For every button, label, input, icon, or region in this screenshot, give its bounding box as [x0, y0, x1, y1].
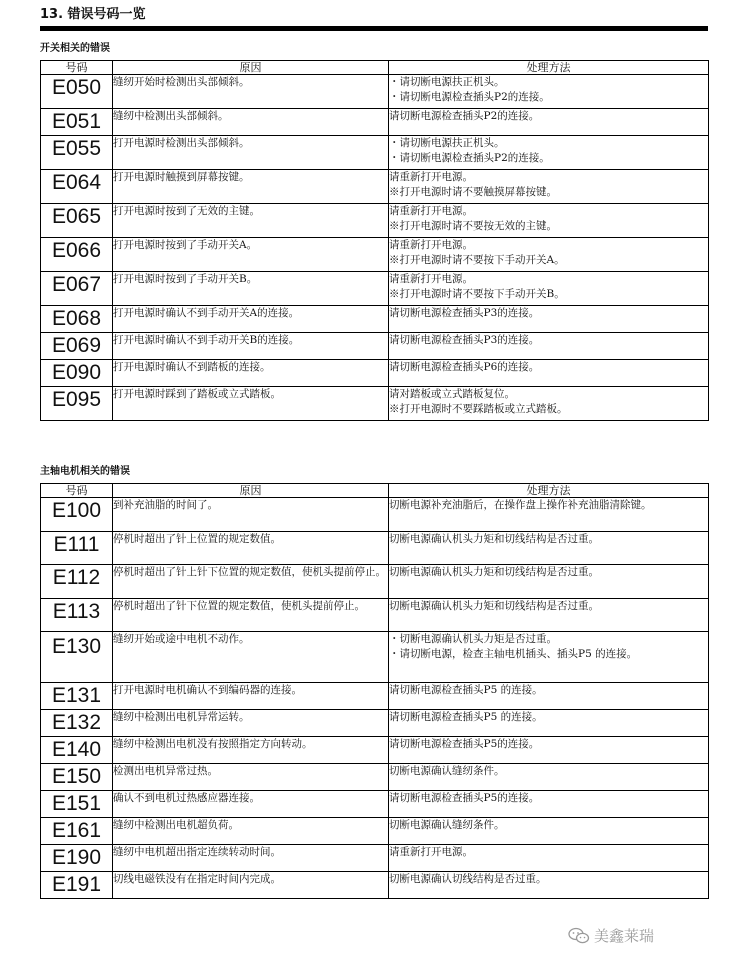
error-fix: 请重新打开电源。	[389, 845, 709, 872]
error-cause: 打开电源时确认不到踏板的连接。	[113, 360, 389, 387]
error-code: E051	[41, 109, 113, 136]
section-title-switch: 开关相关的错误	[40, 43, 110, 54]
error-cause: 缝纫中电机超出指定连续转动时间。	[113, 845, 389, 872]
table-row	[41, 683, 709, 710]
error-cause: 打开电源时电机确认不到编码器的连接。	[113, 683, 389, 710]
error-fix: 请重新打开电源。 ※打开电源时请不要按无效的主键。	[389, 204, 709, 238]
switch-error-table	[40, 60, 709, 421]
error-code: E090	[41, 360, 113, 387]
error-fix: 请切断电源检查插头P5 的连接。	[389, 683, 709, 710]
wechat-icon	[568, 927, 590, 945]
table-row	[41, 565, 709, 599]
error-fix: 请切断电源检查插头P2的连接。	[389, 109, 709, 136]
error-cause: 切线电磁铁没有在指定时间内完成。	[113, 872, 389, 899]
error-cause: 检测出电机异常过热。	[113, 764, 389, 791]
error-code: E140	[41, 737, 113, 764]
watermark	[568, 925, 654, 946]
error-fix: 切断电源确认机头力矩和切线结构是否过重。	[389, 599, 709, 632]
table-row	[41, 272, 709, 306]
error-fix: 请切断电源检查插头P5的连接。	[389, 737, 709, 764]
spindle-motor-error-table	[40, 483, 709, 899]
error-code: E050	[41, 75, 113, 109]
error-cause: 停机时超出了针上位置的规定数值。	[113, 532, 389, 565]
column-header-cause: 原因	[113, 61, 389, 75]
error-cause: 打开电源时按到了手动开关B。	[113, 272, 389, 306]
error-code: E112	[41, 565, 113, 599]
column-header-cause: 原因	[113, 484, 389, 498]
watermark-text: 美鑫莱瑞	[594, 927, 655, 945]
error-code: E131	[41, 683, 113, 710]
table-row	[41, 136, 709, 170]
error-code: E068	[41, 306, 113, 333]
table-row	[41, 360, 709, 387]
column-header-code: 号码	[41, 484, 113, 498]
error-code: E066	[41, 238, 113, 272]
error-fix: ・请切断电源扶正机头。 ・请切断电源检查插头P2的连接。	[389, 75, 709, 109]
error-fix: 请切断电源检查插头P3的连接。	[389, 333, 709, 360]
error-fix: 请切断电源检查插头P5 的连接。	[389, 710, 709, 737]
table-row	[41, 710, 709, 737]
table-row	[41, 306, 709, 333]
table-row	[41, 238, 709, 272]
error-code: E190	[41, 845, 113, 872]
error-fix: 请切断电源检查插头P6的连接。	[389, 360, 709, 387]
column-header-code: 号码	[41, 61, 113, 75]
error-cause: 打开电源时确认不到手动开关B的连接。	[113, 333, 389, 360]
table-row	[41, 599, 709, 632]
error-code: E130	[41, 632, 113, 683]
error-fix: 请重新打开电源。 ※打开电源时请不要按下手动开关A。	[389, 238, 709, 272]
table-row	[41, 737, 709, 764]
error-fix: 切断电源确认缝纫条件。	[389, 764, 709, 791]
table-header-row	[41, 61, 709, 75]
table-row	[41, 204, 709, 238]
error-cause: 缝纫开始或途中电机不动作。	[113, 632, 389, 683]
error-code: E095	[41, 387, 113, 421]
error-code: E161	[41, 818, 113, 845]
error-code: E191	[41, 872, 113, 899]
error-fix: 切断电源补充油脂后，在操作盘上操作补充油脂清除键。	[389, 498, 709, 532]
error-code: E151	[41, 791, 113, 818]
table-row	[41, 109, 709, 136]
table-row	[41, 818, 709, 845]
table-row	[41, 845, 709, 872]
error-cause: 打开电源时检测出头部倾斜。	[113, 136, 389, 170]
error-cause: 确认不到电机过热感应器连接。	[113, 791, 389, 818]
error-cause: 打开电源时按到了无效的主键。	[113, 204, 389, 238]
error-cause: 打开电源时踩到了踏板或立式踏板。	[113, 387, 389, 421]
table-row	[41, 791, 709, 818]
error-cause: 停机时超出了针上针下位置的规定数值，使机头提前停止。	[113, 565, 389, 599]
table-row	[41, 170, 709, 204]
table-row	[41, 387, 709, 421]
error-code: E069	[41, 333, 113, 360]
error-code: E111	[41, 532, 113, 565]
error-code: E150	[41, 764, 113, 791]
error-fix: 请重新打开电源。 ※打开电源时请不要触摸屏幕按键。	[389, 170, 709, 204]
column-header-fix: 处理方法	[389, 484, 709, 498]
error-cause: 缝纫中检测出电机异常运转。	[113, 710, 389, 737]
error-code: E055	[41, 136, 113, 170]
table-row	[41, 333, 709, 360]
error-cause: 打开电源时按到了手动开关A。	[113, 238, 389, 272]
error-fix: 请对踏板或立式踏板复位。 ※打开电源时不要踩踏板或立式踏板。	[389, 387, 709, 421]
error-cause: 缝纫中检测出头部倾斜。	[113, 109, 389, 136]
error-fix: 切断电源确认切线结构是否过重。	[389, 872, 709, 899]
error-fix: 请切断电源检查插头P3的连接。	[389, 306, 709, 333]
error-code: E065	[41, 204, 113, 238]
column-header-fix: 处理方法	[389, 61, 709, 75]
error-fix: ・切断电源确认机头力矩是否过重。 ・请切断电源，检查主轴电机插头、插头P5 的连接。	[389, 632, 709, 683]
error-cause: 到补充油脂的时间了。	[113, 498, 389, 532]
table-row	[41, 532, 709, 565]
table-row	[41, 764, 709, 791]
error-fix: ・请切断电源扶正机头。 ・请切断电源检查插头P2的连接。	[389, 136, 709, 170]
error-code: E113	[41, 599, 113, 632]
error-fix: 切断电源确认机头力矩和切线结构是否过重。	[389, 532, 709, 565]
error-cause: 打开电源时触摸到屏幕按键。	[113, 170, 389, 204]
error-fix: 请切断电源检查插头P5的连接。	[389, 791, 709, 818]
error-code: E064	[41, 170, 113, 204]
error-cause: 缝纫中检测出电机没有按照指定方向转动。	[113, 737, 389, 764]
error-fix: 切断电源确认缝纫条件。	[389, 818, 709, 845]
error-code: E067	[41, 272, 113, 306]
error-cause: 打开电源时确认不到手动开关A的连接。	[113, 306, 389, 333]
error-code: E100	[41, 498, 113, 532]
table-row	[41, 632, 709, 683]
error-fix: 切断电源确认机头力矩和切线结构是否过重。	[389, 565, 709, 599]
section-title-spindle-motor: 主轴电机相关的错误	[40, 466, 130, 477]
table-row	[41, 872, 709, 899]
error-fix: 请重新打开电源。 ※打开电源时请不要按下手动开关B。	[389, 272, 709, 306]
error-cause: 缝纫开始时检测出头部倾斜。	[113, 75, 389, 109]
error-code: E132	[41, 710, 113, 737]
table-row	[41, 75, 709, 109]
error-cause: 缝纫中检测出电机超负荷。	[113, 818, 389, 845]
error-cause: 停机时超出了针下位置的规定数值，使机头提前停止。	[113, 599, 389, 632]
table-row	[41, 498, 709, 532]
table-header-row	[41, 484, 709, 498]
page-title: 13. 错误号码一览	[40, 6, 708, 31]
